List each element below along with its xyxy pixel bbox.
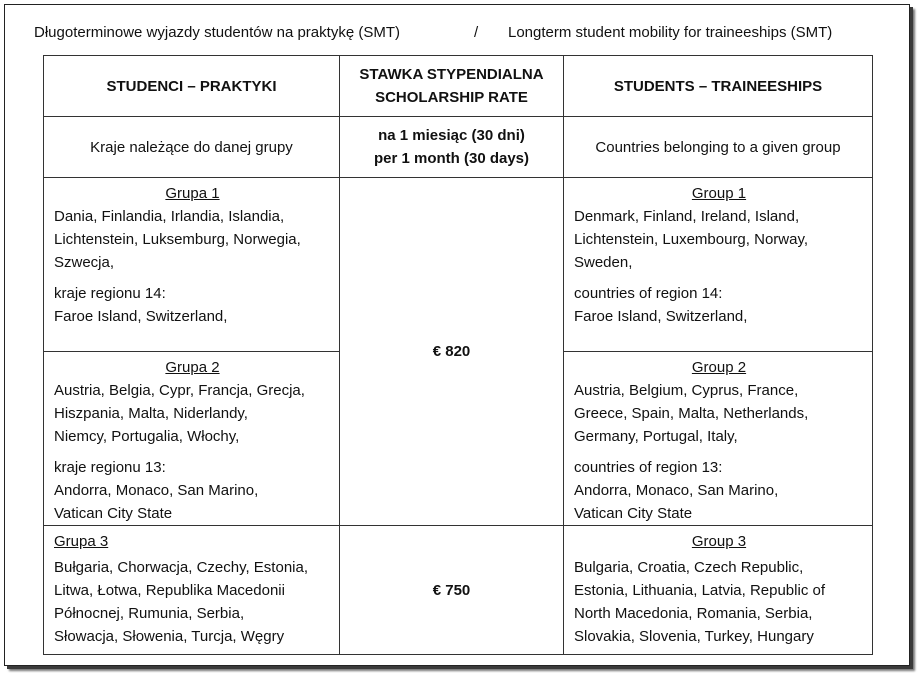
region-label: kraje regionu 13: [54,459,166,476]
country-line: Estonia, Lithuania, Latvia, Republic of [574,582,825,599]
group-title: Group 3 [691,533,747,550]
rate-groups-1-2: € 820 [340,178,564,526]
region-country-line: Andorra, Monaco, San Marino, [54,482,259,499]
table-header-row [44,56,873,117]
subheader-countries-pl: Kraje należące do danej grupy [44,117,340,178]
group-3-pl-cell [44,526,340,655]
page-heading [34,24,882,46]
country-line: Lichtenstein, Luksemburg, Norwegia, [54,231,301,248]
subheader-countries-en: Countries belonging to a given group [564,117,873,178]
country-line: Austria, Belgium, Cyprus, France, [574,382,799,399]
region-country-line: Faroe Island, Switzerland, [574,308,748,325]
region-country-line: Faroe Island, Switzerland, [54,308,228,325]
region-label: kraje regionu 14: [54,285,166,302]
header-scholarship-rate [340,56,564,117]
header-rate-en: SCHOLARSHIP RATE [375,89,528,106]
rate-group-3: € 750 [340,526,564,655]
scholarship-rates-table [43,55,873,655]
region-label: countries of region 14: [574,285,723,302]
per-month-en: per 1 month (30 days) [373,150,530,167]
header-students-pl: STUDENCI – PRAKTYKI [44,56,340,117]
group-title: Grupa 2 [165,359,220,376]
country-line: North Macedonia, Romania, Serbia, [574,605,813,622]
header-rate-pl: STAWKA STYPENDIALNA [359,66,544,83]
group-1-en-cell [564,178,873,352]
country-line: Północnej, Rumunia, Serbia, [54,605,245,622]
heading-english: Longterm student mobility for traineeships (SMT) [508,24,833,41]
country-line: Lichtenstein, Luxembourg, Norway, [574,231,809,248]
region-country-line: Andorra, Monaco, San Marino, [574,482,779,499]
region-country-line: Vatican City State [54,505,173,522]
country-line: Dania, Finlandia, Irlandia, Islandia, [54,208,285,225]
country-line: Bułgaria, Chorwacja, Czechy, Estonia, [54,559,309,576]
group-3-row [44,526,873,655]
table-subheader-row [44,117,873,178]
header-students-en: STUDENTS – TRAINEESHIPS [564,56,873,117]
per-month-pl: na 1 miesiąc (30 dni) [378,127,525,144]
region-label: countries of region 13: [574,459,723,476]
country-line: Szwecja, [54,254,115,271]
country-line: Bulgaria, Croatia, Czech Republic, [574,559,804,576]
region-country-line: Vatican City State [574,505,693,522]
subheader-per-month [340,117,564,178]
group-1-pl-cell [44,178,340,352]
group-2-en-cell [564,352,873,526]
country-line: Słowacja, Słowenia, Turcja, Węgry [54,628,285,645]
group-title: Group 1 [691,185,747,202]
country-line: Hiszpania, Malta, Niderlandy, [54,405,248,422]
country-line: Austria, Belgia, Cypr, Francja, Grecja, [54,382,305,399]
country-line: Denmark, Finland, Ireland, Island, [574,208,800,225]
country-line: Slovakia, Slovenia, Turkey, Hungary [574,628,814,645]
country-line: Sweden, [574,254,633,271]
group-title: Group 2 [691,359,747,376]
group-3-en-cell [564,526,873,655]
country-line: Greece, Spain, Malta, Netherlands, [574,405,809,422]
group-title: Grupa 3 [54,533,109,550]
group-1-row [44,178,873,352]
country-line: Litwa, Łotwa, Republika Macedonii [54,582,285,599]
heading-polish: Długoterminowe wyjazdy studentów na praktykę (SMT) [34,24,400,41]
group-2-pl-cell [44,352,340,526]
country-line: Germany, Portugal, Italy, [574,428,738,445]
country-line: Niemcy, Portugalia, Włochy, [54,428,240,445]
heading-separator: / [474,24,479,41]
group-title: Grupa 1 [165,185,220,202]
